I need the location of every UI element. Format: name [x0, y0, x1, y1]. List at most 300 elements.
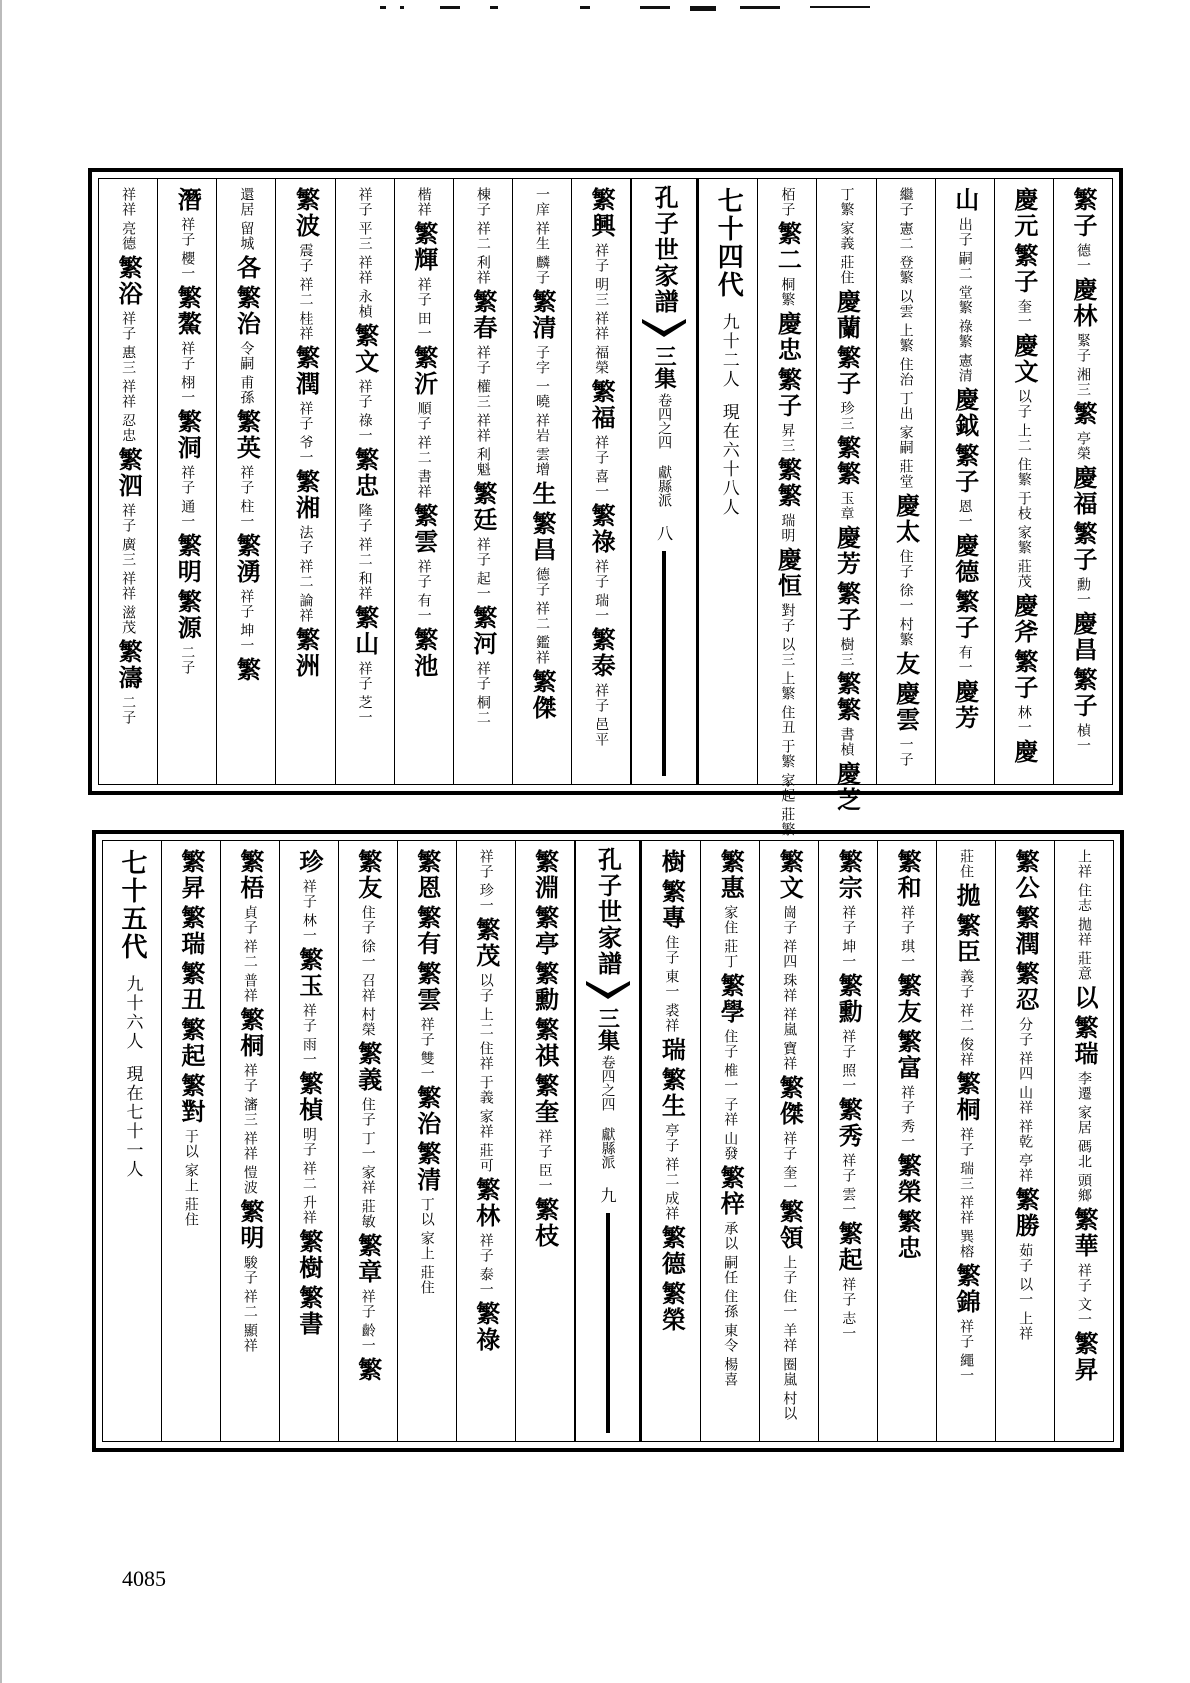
entry-text: 祥子 [474, 345, 491, 375]
page-number: 4085 [122, 1566, 166, 1591]
generation-text: 七十五代 [116, 849, 147, 961]
entry-text: 繁治 [232, 285, 262, 337]
entry-text: 繁山 [350, 605, 380, 657]
entry-text: 芝一 [356, 695, 373, 725]
text-column [216, 179, 275, 784]
entry-text: 山祥 [1017, 1085, 1034, 1115]
entry-text: 祥子 [958, 1127, 975, 1157]
entry-text: 駿子 [241, 1255, 258, 1285]
text-column [397, 841, 456, 1441]
entry-text: 繁子 [1068, 187, 1098, 239]
text-column [935, 179, 994, 784]
entry-text: 慶 [1009, 739, 1039, 765]
text-column [161, 841, 220, 1441]
entry-text: 祥子 [1076, 1263, 1093, 1293]
fishtail-mark-icon [586, 981, 630, 1003]
text-column [877, 841, 936, 1441]
top-scan-marks [380, 6, 940, 20]
entry-text: 子祥 [722, 1097, 739, 1127]
entry-text: 上二 [477, 1007, 494, 1037]
entry-text: 祥二 [415, 435, 432, 465]
entry-text: 住子 [359, 1097, 376, 1127]
generation-text: 九十六人 [122, 975, 143, 1051]
entry-text: 徐一 [359, 939, 376, 969]
entry-text: 祥子 [593, 559, 610, 589]
entry-text: 祥子 [958, 1319, 975, 1349]
entry-text: 祥子 [179, 217, 196, 247]
entry-text: 桂祥 [297, 311, 314, 341]
entry-text: 繁祺 [530, 1017, 560, 1069]
entry-text: 祥子 [359, 1289, 376, 1319]
entry-text: 家起 [779, 773, 796, 803]
entry-text: 莊住 [958, 849, 975, 879]
book-title: 孔子世家譜 [650, 185, 680, 315]
entry-text: 碼北 [1076, 1139, 1093, 1169]
text-column [453, 179, 512, 784]
entry-text: 莊敏 [359, 1199, 376, 1229]
entry-text: 繁學 [716, 973, 746, 1025]
entry-text: 繁祿 [587, 503, 617, 555]
entry-text: 祥子 [840, 1277, 857, 1307]
entry-text: 一子 [897, 737, 914, 767]
entry-text: 各 [232, 255, 262, 281]
entry-text: 繁湧 [232, 533, 262, 585]
entry-text: 祥子 [297, 401, 314, 431]
entry-text: 東一 [663, 969, 680, 999]
entry-text: 慶林 [1068, 277, 1098, 329]
entry-text: 祥子 [477, 849, 494, 879]
entry-text: 繁有 [412, 905, 442, 957]
entry-text: 貞子 [241, 905, 258, 935]
entry-text: 祥子 [474, 537, 491, 567]
bottom-page [92, 830, 1124, 1452]
entry-text: 亭子 [663, 1123, 680, 1153]
entry-text: 繁起 [834, 1221, 864, 1273]
entry-text: 繁明 [235, 1199, 265, 1251]
entry-text: 栢子 [779, 187, 796, 217]
entry-text: 權三 [474, 379, 491, 409]
entry-text: 繁樹 [294, 1229, 324, 1281]
entry-text: 惠三 [120, 345, 137, 375]
entry-text: 俊祥 [958, 1037, 975, 1067]
entry-text: 樹三 [838, 637, 855, 667]
entry-text: 繁勳 [834, 973, 864, 1025]
entry-text: 拋祥 [1076, 917, 1093, 947]
entry-text: 祥二 [241, 1289, 258, 1319]
entry-text: 承以 [722, 1221, 739, 1251]
entry-text: 還居 [238, 187, 255, 217]
entry-text: 祥子 [415, 559, 432, 589]
entry-text: 繁華 [1070, 1207, 1100, 1259]
entry-text: 繁公 [1011, 849, 1041, 901]
entry-text: 繁湘 [291, 469, 321, 521]
entry-text: 繁奎 [530, 1073, 560, 1125]
entry-text: 以雲 [897, 289, 914, 319]
entry-text: 法子 [297, 525, 314, 555]
entry-text: 住子 [897, 549, 914, 579]
entry-text: 林一 [1015, 705, 1032, 735]
entry-text: 繁梧 [235, 849, 265, 901]
entry-text: 祥二 [663, 1157, 680, 1187]
entry-text: 文一 [1076, 1297, 1093, 1327]
entry-text: 桐繁 [779, 277, 796, 307]
generation-text: 七十四代 [713, 187, 744, 299]
entry-text: 繁專 [657, 879, 687, 931]
entry-text: 廣三 [120, 537, 137, 567]
entry-text: 繁勝 [1011, 1187, 1041, 1239]
entry-text: 櫻一 [179, 251, 196, 281]
entry-text: 祥二 [297, 559, 314, 589]
entry-text: 祥子 [474, 661, 491, 691]
entry-text: 繁洲 [291, 627, 321, 679]
entry-text: 憲清 [956, 353, 973, 383]
text-column [338, 841, 397, 1441]
entry-text: 平三 [356, 221, 373, 251]
entry-text: 丁出 [897, 391, 914, 421]
book-title: 孔子世家譜 [593, 847, 623, 977]
entry-text: 繁友 [893, 973, 923, 1025]
entry-text: 繁義 [353, 1041, 383, 1093]
entry-text: 繁清 [528, 289, 557, 341]
entry-text: 繁興 [587, 187, 617, 239]
text-column [394, 179, 453, 784]
entry-text: 巽榕 [958, 1229, 975, 1259]
entry-text: 繁治 [412, 1085, 442, 1137]
entry-text: 繁淵 [530, 849, 560, 901]
text-column [641, 841, 700, 1441]
entry-text: 雲一 [840, 1187, 857, 1217]
entry-text: 雲增 [534, 447, 550, 477]
entry-text: 齡一 [359, 1323, 376, 1353]
fishtail-mark-icon [642, 319, 686, 341]
entry-text: 利祥 [474, 255, 491, 285]
entry-text: 祥生 [534, 221, 550, 251]
entry-text: 上祥 [1017, 1311, 1034, 1341]
entry-text: 家居 [1076, 1105, 1093, 1135]
entry-text: 繁祿 [471, 1301, 501, 1353]
entry-text: 繁文 [350, 323, 380, 375]
entry-text: 以三 [779, 637, 796, 667]
entry-text: 臣一 [536, 1163, 553, 1193]
entry-text: 恩一 [956, 499, 973, 529]
entry-text: 祥祥 [593, 311, 610, 341]
spine-bar [662, 551, 666, 776]
generation-text: 九十二人 [718, 313, 739, 389]
entry-text: 繁 [232, 657, 262, 683]
entry-text: 柱一 [238, 499, 255, 529]
entry-text: 栩一 [179, 375, 196, 405]
entry-text: 家住 [722, 905, 739, 935]
entry-text: 樹 [657, 849, 687, 875]
entry-text: 祥二 [534, 601, 550, 631]
entry-text: 繁二 [773, 221, 803, 273]
entry-text: 爷一 [297, 435, 314, 465]
entry-text: 瑞 [657, 1037, 687, 1063]
entry-text: 慶德 [950, 533, 980, 585]
entry-text: 義子 [958, 969, 975, 999]
entry-text: 忍忠 [120, 413, 137, 443]
text-column [876, 179, 935, 784]
entry-text: 坤一 [840, 939, 857, 969]
entry-text: 繁宗 [834, 849, 864, 901]
entry-text: 繁明 [173, 533, 203, 585]
entry-text: 祥子 [356, 187, 373, 217]
entry-text: 祥子 [300, 1003, 317, 1033]
entry-text: 邑平 [593, 717, 610, 747]
entry-text: 莊堂 [897, 459, 914, 489]
entry-text: 莊意 [1076, 951, 1093, 981]
entry-text: 繁錦 [952, 1263, 982, 1315]
entry-text: 以一 [1017, 1277, 1034, 1307]
entry-text: 繁潤 [1011, 905, 1041, 957]
entry-text: 上子 [781, 1255, 798, 1285]
entry-text: 奎一 [1015, 299, 1032, 329]
entry-text: 祥子 [781, 1131, 798, 1161]
entry-text: 家義 [838, 221, 855, 251]
center-spine [630, 179, 698, 784]
entry-text: 祥嵐 [781, 1007, 798, 1037]
entry-text: 甫孫 [238, 375, 255, 405]
entry-text: 祥子 [120, 503, 137, 533]
entry-text: 慶忠 [773, 311, 803, 363]
entry-text: 祥子 [899, 1085, 916, 1115]
entry-text: 繁子 [950, 443, 980, 495]
entry-text: 亭祥 [1017, 1153, 1034, 1183]
entry-text: 繁友 [353, 849, 383, 901]
entry-text: 繁清 [412, 1141, 442, 1193]
entry-text: 住一 [781, 1289, 798, 1319]
entry-text: 家祥 [359, 1165, 376, 1195]
entry-text: 生 [528, 481, 557, 507]
entry-text: 和祥 [356, 571, 373, 601]
entry-text: 丁以 [418, 1197, 435, 1227]
entry-text: 繁子 [1068, 667, 1098, 719]
entry-text: 永楨 [356, 289, 373, 319]
entry-text: 上祥 [1076, 849, 1093, 879]
entry-text: 繼子 [897, 187, 914, 217]
entry-text: 鑑祥 [534, 635, 550, 665]
entry-text: 祥子 [840, 905, 857, 935]
entry-text: 祥二 [297, 277, 314, 307]
entry-text: 珍一 [477, 883, 494, 913]
entry-text: 慶鉞 [950, 387, 980, 439]
entry-text: 祥二 [474, 221, 491, 251]
entry-text: 上繁 [779, 671, 796, 701]
text-column [818, 841, 877, 1441]
entry-text: 東令 [722, 1323, 739, 1353]
entry-text: 祥祥 [120, 187, 137, 217]
entry-text: 山 [950, 187, 980, 213]
entry-text: 泰一 [477, 1267, 494, 1297]
entry-text: 二子 [120, 695, 137, 725]
entry-text: 棟子 [474, 187, 491, 217]
entry-text: 慶元 [1009, 187, 1039, 239]
entry-text: 慶斧 [1009, 593, 1039, 645]
entry-text: 祿繁 [956, 319, 973, 349]
entry-text: 嗣任 [722, 1255, 739, 1285]
entry-text: 憲二 [897, 221, 914, 251]
entry-text: 利魁 [474, 447, 491, 477]
text-column [512, 179, 571, 784]
entry-text: 村繁 [897, 617, 914, 647]
entry-text: 住祥 [477, 1041, 494, 1071]
entry-text: 祥子 [593, 683, 610, 713]
entry-text: 明子 [300, 1127, 317, 1157]
entry-text: 明三 [593, 277, 610, 307]
entry-text: 玉章 [838, 491, 855, 521]
entry-text: 繁廷 [468, 481, 498, 533]
entry-text: 繁起 [176, 1017, 206, 1069]
entry-text: 以子 [1015, 389, 1032, 419]
entry-text: 丁繁 [838, 187, 855, 217]
entry-text: 繁忠 [893, 1209, 923, 1261]
entry-text: 慶雲 [891, 681, 921, 733]
entry-text: 祥子 [840, 1029, 857, 1059]
entry-text: 召祥 [359, 973, 376, 1003]
text-column [571, 179, 630, 784]
entry-text: 莊可 [477, 1143, 494, 1173]
entry-text: 分子 [1017, 1017, 1034, 1047]
entry-text: 繁對 [176, 1073, 206, 1125]
entry-text: 繁桐 [235, 1007, 265, 1059]
entry-text: 繁桐 [952, 1071, 982, 1123]
text-column [816, 179, 875, 813]
entry-text: 住子 [663, 935, 680, 965]
entry-text: 福榮 [593, 345, 610, 375]
collection-label: 三集 [594, 1007, 621, 1051]
entry-text: 愷波 [241, 1165, 258, 1195]
entry-text: 祥二 [958, 1003, 975, 1033]
entry-text: 出子 [956, 217, 973, 247]
entry-text: 祥祥 [356, 255, 373, 285]
entry-text: 繁書 [294, 1285, 324, 1337]
entry-text: 于義 [477, 1075, 494, 1105]
entry-text: 有一 [415, 593, 432, 623]
entry-text: 勳一 [1074, 577, 1091, 607]
entry-text: 莊繁 [779, 807, 796, 837]
entry-text: 雨一 [300, 1037, 317, 1067]
entry-text: 繁恩 [412, 849, 442, 901]
entry-text: 慶福 [1068, 465, 1098, 517]
entry-text: 慶太 [891, 493, 921, 545]
entry-text: 秀一 [899, 1119, 916, 1149]
entry-text: 升祥 [300, 1195, 317, 1225]
entry-text: 繁梓 [716, 1165, 746, 1217]
entry-text: 普祥 [241, 973, 258, 1003]
entry-text: 祿一 [356, 413, 373, 443]
entry-text: 一曉 [534, 379, 550, 409]
entry-text: 住志 [1076, 883, 1093, 913]
entry-text: 繁英 [232, 409, 262, 461]
entry-text: 瑞三 [958, 1161, 975, 1191]
entry-text: 瑞明 [779, 513, 796, 543]
collection-label: 三集 [651, 345, 678, 389]
entry-text: 志一 [840, 1311, 857, 1341]
entry-text: 祥祥 [120, 571, 137, 601]
entry-text: 山發 [722, 1131, 739, 1161]
entry-text: 繁子 [832, 581, 862, 633]
entry-text: 潛 [173, 187, 203, 213]
entry-text: 慶昌 [1068, 611, 1098, 663]
entry-text: 祥祥 [241, 1131, 258, 1161]
entry-text: 隆子 [356, 503, 373, 533]
text-column [275, 179, 334, 784]
entry-text: 慶文 [1009, 333, 1039, 385]
entry-text: 有一 [956, 645, 973, 675]
entry-text: 珍三 [838, 401, 855, 431]
entry-text: 于繁 [779, 739, 796, 769]
entry-text: 繁繁 [832, 435, 862, 487]
entry-text: 繁泰 [587, 627, 617, 679]
entry-text: 繁忠 [350, 447, 380, 499]
entry-text: 瀋三 [241, 1097, 258, 1127]
entry-text: 繁子 [832, 345, 862, 397]
entry-text: 住繁 [1015, 457, 1032, 487]
entry-text: 繁德 [657, 1225, 687, 1277]
entry-text: 慶蘭 [832, 289, 862, 341]
entry-text: 拋 [952, 883, 982, 909]
entry-text: 德一 [1074, 243, 1091, 273]
entry-text: 珍 [294, 849, 324, 875]
entry-text: 繁源 [173, 589, 203, 641]
entry-text: 繁沂 [409, 345, 439, 397]
entry-text: 家祥 [477, 1109, 494, 1139]
scan-edge [0, 0, 2, 1683]
text-column [757, 179, 816, 837]
entry-text: 繁榮 [657, 1281, 687, 1333]
entry-text: 住孫 [722, 1289, 739, 1319]
leaf-number: 八 [654, 525, 674, 541]
text-column [936, 841, 995, 1441]
entry-text: 繁惠 [716, 849, 746, 901]
entry-text: 令嗣 [238, 341, 255, 371]
entry-text: 繁富 [893, 1029, 923, 1081]
volume-label: 卷四之四 獻縣派 [599, 1055, 616, 1169]
entry-text: 祥四 [781, 939, 798, 969]
text-column [99, 179, 157, 784]
entry-text: 田一 [415, 311, 432, 341]
entry-text: 繁榮 [893, 1153, 923, 1205]
entry-text: 繁瑞 [1070, 1015, 1100, 1067]
entry-text: 繁池 [409, 627, 439, 679]
entry-text: 繁勳 [530, 961, 560, 1013]
entry-text: 祥子 [415, 277, 432, 307]
entry-text: 繁 [1068, 401, 1098, 427]
entry-text: 繁鰲 [173, 285, 203, 337]
entry-text: 震子 [297, 243, 314, 273]
entry-text: 繁枝 [530, 1197, 560, 1249]
entry-text: 繁繁 [773, 457, 803, 509]
entry-text: 祥子 [120, 311, 137, 341]
entry-text: 住子 [722, 1029, 739, 1059]
entry-text: 繁子 [1009, 649, 1039, 701]
entry-text: 登繁 [897, 255, 914, 285]
entry-text: 湘三 [1074, 367, 1091, 397]
entry-text: 祥子 [899, 905, 916, 935]
entry-text: 繁子 [773, 367, 803, 419]
entry-text: 桐二 [474, 695, 491, 725]
text-column [1054, 841, 1113, 1441]
entry-text: 通一 [179, 499, 196, 529]
entry-text: 上二 [1015, 423, 1032, 453]
entry-text: 祥子 [356, 661, 373, 691]
entry-text: 祥子 [179, 465, 196, 495]
entry-text: 椎一 [722, 1063, 739, 1093]
entry-text: 繁臣 [952, 913, 982, 965]
entry-text: 繁子 [1009, 243, 1039, 295]
entry-text: 繁和 [893, 849, 923, 901]
entry-text: 繁繁 [832, 671, 862, 723]
